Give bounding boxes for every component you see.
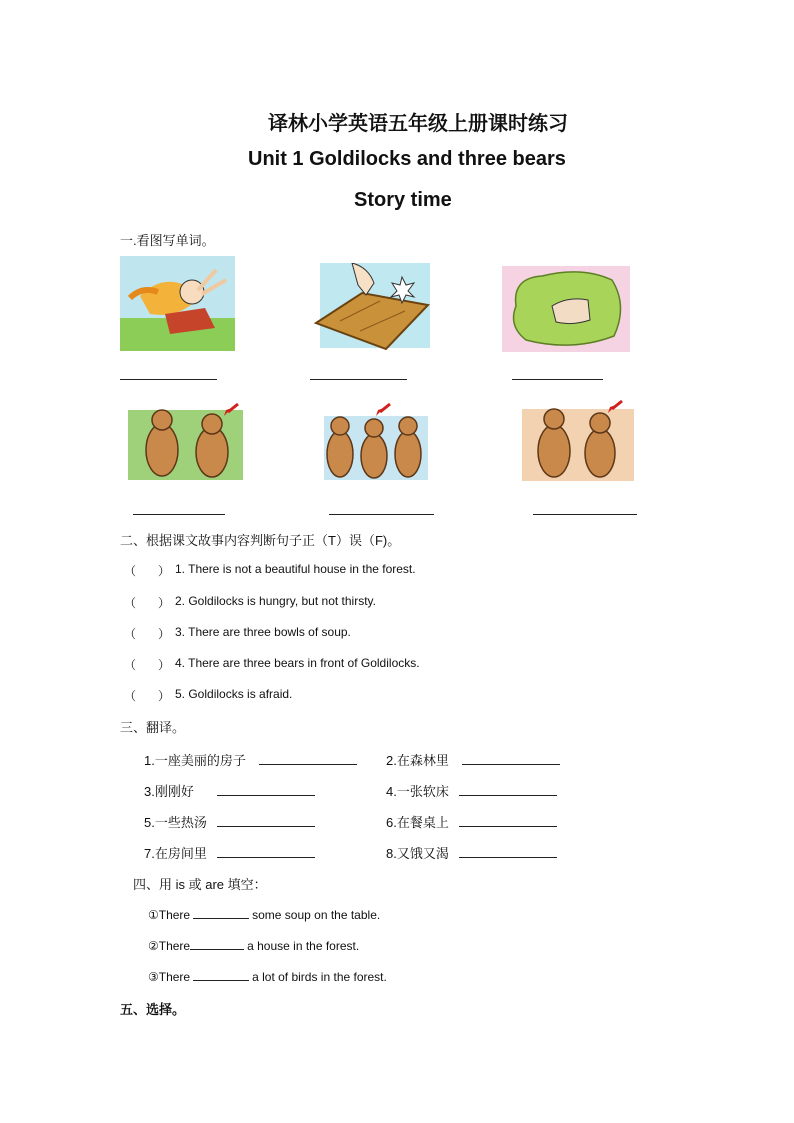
unit-title: Unit 1 Goldilocks and three bears — [248, 148, 566, 170]
answer-bracket-open[interactable]: （ — [124, 564, 137, 578]
judge-text: 5. Goldilocks is afraid. — [175, 687, 293, 701]
section5-heading: 五、选择。 — [120, 1002, 186, 1017]
translate-item-1: 1.一座美丽的房子 — [144, 753, 246, 768]
answer-bracket-close: ） — [158, 564, 171, 578]
answer-bracket-open[interactable]: （ — [124, 627, 137, 641]
answer-bracket-open[interactable]: （ — [124, 596, 137, 610]
translate-item-6: 6.在餐桌上 — [386, 815, 449, 830]
fill-blank-1[interactable] — [193, 906, 249, 919]
translate-blank-6[interactable] — [459, 826, 557, 827]
answer-line-3[interactable] — [512, 379, 603, 380]
fill-prefix: ①There — [148, 908, 191, 922]
judge-text: 2. Goldilocks is hungry, but not thirsty. — [175, 594, 376, 608]
translate-blank-8[interactable] — [459, 857, 557, 858]
translate-item-3: 3.刚刚好 — [144, 784, 194, 799]
translate-blank-2[interactable] — [462, 764, 560, 765]
answer-bracket-close: ） — [158, 627, 171, 641]
section4-heading: 四、用 is 或 are 填空： — [133, 877, 267, 892]
pressing-pillow-icon — [502, 266, 630, 352]
answer-line-5[interactable] — [329, 514, 434, 515]
answer-bracket-close: ） — [158, 596, 171, 610]
answer-bracket-close: ） — [158, 658, 171, 672]
fill-suffix: some soup on the table. — [252, 908, 381, 922]
translate-blank-3[interactable] — [217, 795, 315, 796]
translate-item-5: 5.一些热汤 — [144, 815, 207, 830]
translate-item-8: 8.又饿又渴 — [386, 846, 449, 861]
fill-item-3 — [148, 968, 387, 984]
judge-text: 3. There are three bowls of soup. — [175, 625, 351, 639]
answer-bracket-open[interactable]: （ — [124, 658, 137, 672]
translate-blank-4[interactable] — [459, 795, 557, 796]
answer-bracket-close: ） — [158, 689, 171, 703]
judge-text: 4. There are three bears in front of Goldilocks. — [175, 656, 420, 670]
fill-blank-3[interactable] — [193, 968, 249, 981]
three-bears-icon — [316, 398, 434, 484]
girl-falling-icon — [120, 256, 235, 351]
fill-blank-2[interactable] — [190, 937, 244, 950]
fill-prefix: ②There — [148, 939, 191, 953]
answer-line-2[interactable] — [310, 379, 407, 380]
translate-blank-1[interactable] — [259, 764, 357, 765]
fill-item-2 — [148, 937, 359, 953]
story-title: Story time — [354, 189, 452, 211]
translate-item-2: 2.在森林里 — [386, 753, 449, 768]
section2-heading: 二、根据课文故事内容判断句子正（T）误（F)。 — [120, 533, 401, 548]
fill-prefix: ③There — [148, 970, 191, 984]
judge-text: 1. There is not a beautiful house in the forest. — [175, 562, 416, 576]
answer-bracket-open[interactable]: （ — [124, 689, 137, 703]
translate-blank-7[interactable] — [217, 857, 315, 858]
fill-item-1 — [148, 906, 380, 922]
translate-blank-5[interactable] — [217, 826, 315, 827]
two-bears-icon — [128, 398, 243, 484]
section1-heading: 一.看图写单词。 — [120, 233, 215, 248]
fill-suffix: a lot of birds in the forest. — [252, 970, 387, 984]
two-bears-right-icon — [516, 395, 636, 485]
translate-item-7: 7.在房间里 — [144, 846, 207, 861]
answer-line-4[interactable] — [133, 514, 225, 515]
fill-suffix: a house in the forest. — [247, 939, 360, 953]
knocking-wood-icon — [310, 263, 430, 353]
section3-heading: 三、翻译。 — [120, 720, 186, 735]
answer-line-6[interactable] — [533, 514, 637, 515]
translate-item-4: 4.一张软床 — [386, 784, 449, 799]
page-title: 译林小学英语五年级上册课时练习 — [268, 113, 568, 135]
answer-line-1[interactable] — [120, 379, 217, 380]
